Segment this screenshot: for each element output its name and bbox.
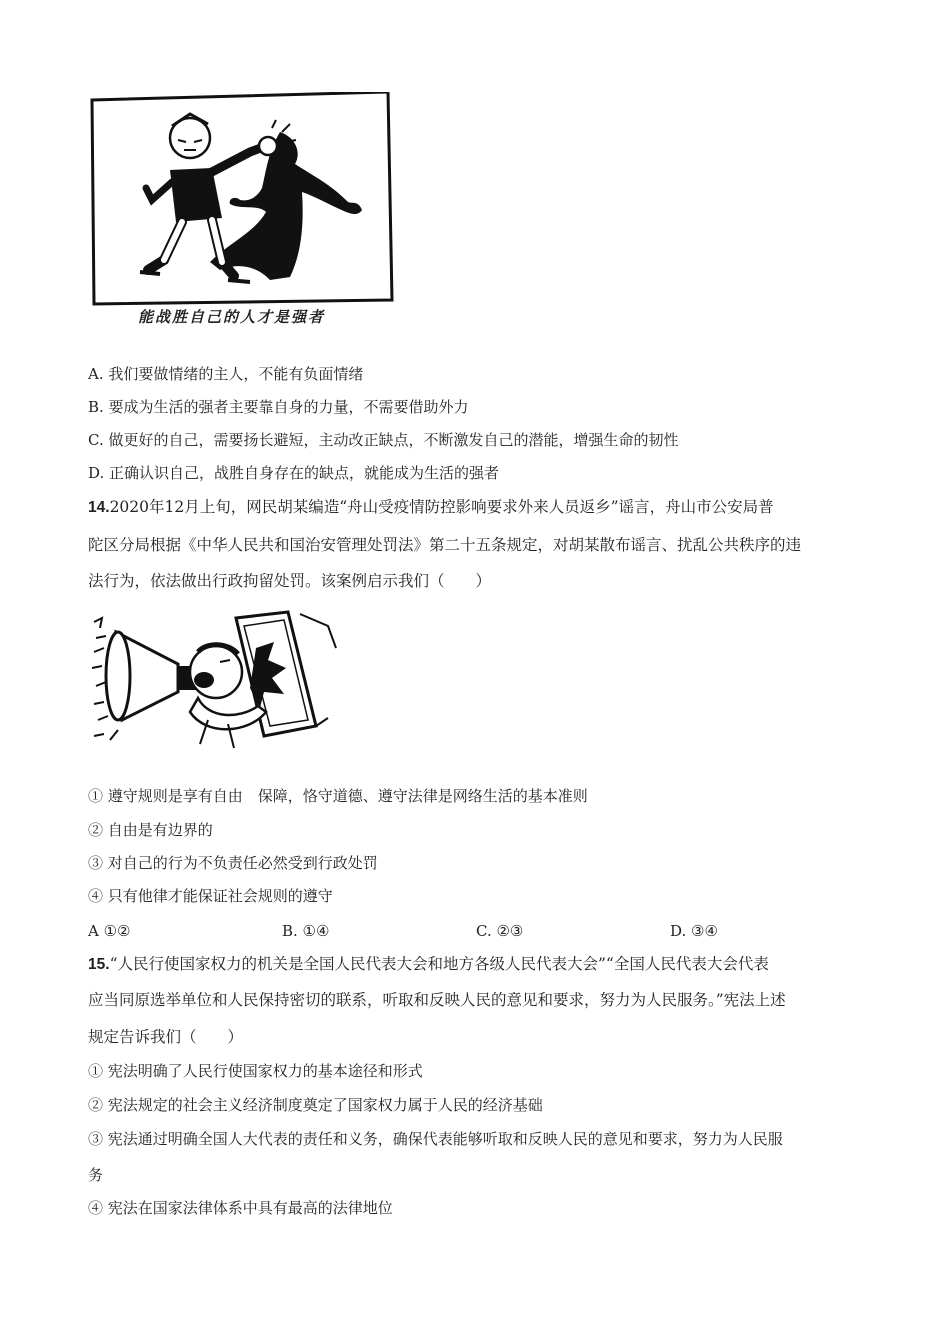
- q13-option-c: C. 做更好的自己，需要扬长避短，主动改正缺点，不断激发自己的潜能，增强生命的韧性: [88, 431, 679, 449]
- q14-choice-c: C. ②③: [476, 922, 524, 940]
- q14-statement-4: ④ 只有他律才能保证社会规则的遵守: [88, 887, 333, 905]
- q15-statement-3-cont: 务: [88, 1166, 104, 1184]
- q14-line-3: 法行为，依法做出行政拘留处罚。该案例启示我们（ ）: [88, 572, 492, 590]
- q14-choice-b: B. ①④: [282, 922, 330, 940]
- q14-choice-a: A ①②: [88, 922, 131, 940]
- q14-number: 14.: [88, 499, 110, 516]
- q15-statement-2: ② 宪法规定的社会主义经济制度奠定了国家权力属于人民的经济基础: [88, 1096, 543, 1114]
- q15-line-2: 应当同原选举单位和人民保持密切的联系，听取和反映人民的意见和要求，努力为人民服务。”宪法上述: [88, 991, 786, 1009]
- q14-line-1: 14.2020年12月上旬，网民胡某编造“舟山受疫情防控影响要求外来人员返乡”谣言，舟山市公安局普: [88, 498, 774, 516]
- figure-caption: 能战胜自己的人才是强者: [138, 308, 326, 326]
- cartoon-megaphone-rumor: [88, 608, 340, 752]
- q15-statement-4: ④ 宪法在国家法律体系中具有最高的法律地位: [88, 1199, 393, 1217]
- q15-line-1: 15.“人民行使国家权力的机关是全国人民代表大会和地方各级人民代表大会”“全国人民代表大会代表: [88, 955, 769, 973]
- q14-statement-2: ② 自由是有边界的: [88, 821, 213, 839]
- q14-line-2: 陀区分局根据《中华人民共和国治安管理处罚法》第二十五条规定，对胡某散布谣言、扰乱公共秩序的违: [88, 536, 802, 554]
- q13-option-b: B. 要成为生活的强者主要靠自身的力量，不需要借助外力: [88, 398, 469, 416]
- q14-statement-1: ① 遵守规则是享有自由 保障，恪守道德、遵守法律是网络生活的基本准则: [88, 787, 588, 805]
- q13-option-d: D. 正确认识自己，战胜自身存在的缺点，就能成为生活的强者: [88, 464, 500, 482]
- q13-option-a: A. 我们要做情绪的主人，不能有负面情绪: [88, 365, 364, 383]
- q15-number: 15.: [88, 956, 110, 973]
- cartoon-fighting-shadow: [90, 92, 394, 306]
- q14-statement-3: ③ 对自己的行为不负责任必然受到行政处罚: [88, 854, 378, 872]
- q14-choice-d: D. ③④: [670, 922, 718, 940]
- q15-statement-1: ① 宪法明确了人民行使国家权力的基本途径和形式: [88, 1062, 423, 1080]
- q15-line-3: 规定告诉我们（ ）: [88, 1028, 244, 1046]
- q15-statement-3: ③ 宪法通过明确全国人大代表的责任和义务，确保代表能够听取和反映人民的意见和要求，努力为人民服: [88, 1130, 783, 1148]
